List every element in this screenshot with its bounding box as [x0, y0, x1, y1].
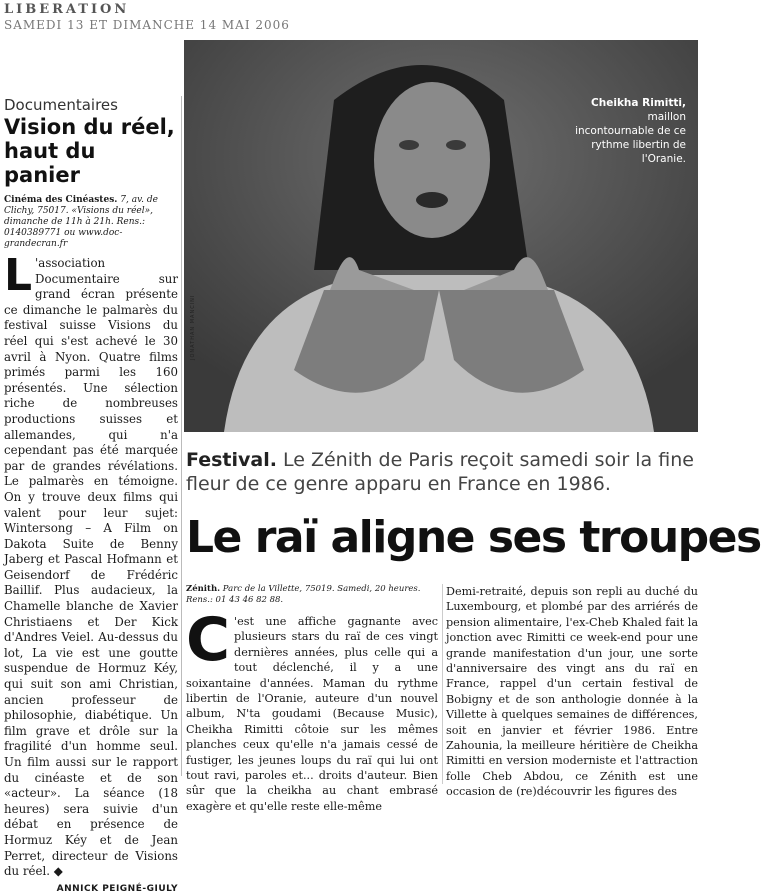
article-dropcap: C: [186, 605, 231, 675]
photo-caption: [566, 96, 686, 166]
sidebar-headline: Vision du réel, haut du panier: [4, 115, 175, 187]
sidebar-dropcap: L: [4, 250, 33, 301]
issue-date: SAMEDI 13 ET DIMANCHE 14 MAI 2006: [4, 18, 290, 32]
article-column-1: [186, 584, 438, 814]
sidebar-info-venue: Cinéma des Cinéastes.: [4, 195, 118, 205]
sidebar-info: [4, 195, 178, 250]
article-col1-text: 'est une affiche gagnante avec plusieurs stars du raï de ces vingt dernières années, plus celle qui a tout déclenché, il y a une soixantaine d'années. Maman du rythme libertin de l'Oranie, auteure d'un nouvel album, N'ta goudami (Because Music), Cheikha Rimitti côtoie sur les mêmes planches ceux qu'elle n'a jamais cessé de fustiger, les jeunes loups du raï qui lui ont tout ravi, paroles et... droits d'auteur. Bien sûr que la cheikha au chant embrasé exagère et qu'elle reste elle-même: [186, 615, 438, 813]
page-header: [4, 2, 290, 32]
article-info: [186, 584, 438, 606]
sidebar-signature: ANNICK PEIGNÉ-GIULY: [56, 883, 178, 894]
sidebar-body-text: 'association Documentaire sur grand écran présente ce dimanche le palmarès du festival suisse Visions du réel qui s'est achevé le 30 avril à Nyon. Quatre films primés parmi les 160 présentés. Une sélection riche de nombreuses productions suisses et allemandes, qui n'a cependant pas été marquée par de grandes révélations. Le palmarès en témoigne. On y trouve deux films qui valent pour leur sujet: Wintersong – A Film on Dakota Suite de Benny Jaberg et Pascal Hofmann et Geisendorf de Frédéric Baillif. Plus audacieux, la Chamelle blanche de Xavier Christiaens et Der Kick d'Andres Veiel. Au-dessus du lot, La vie est une goutte suspendue de Hormuz Kéy, qui suit son ami Christian, ancien professeur de philosophie, diabétique. Un film grave et drôle sur la fragilité d'un homme seul. Un film aussi sur le rapport du cinéaste et de son «acteur». La séance (18 heures) sera suivie d'un débat en présence de Hormuz Kéy et de Jean Perret, directeur de Visions du réel.: [4, 256, 178, 879]
end-mark: ◆: [53, 864, 63, 879]
column-divider-2: [442, 584, 443, 784]
deck-label: Festival.: [186, 449, 277, 471]
article-photo: [184, 40, 698, 432]
deck-text: Le Zénith de Paris reçoit samedi soir la fine fleur de ce genre apparu en France en 1986.: [186, 449, 694, 495]
article-info-details: Parc de la Villette, 75019. Samedi, 20 heures. Rens.: 01 43 46 82 88.: [186, 584, 421, 605]
article-column-2: [446, 584, 698, 800]
sidebar-info-details: 7, av. de Clichy, 75017. «Visions du réel», dimanche de 11h à 21h. Rens.: 0140389771 ou www.doc-grandecran.fr: [4, 195, 158, 249]
article-info-venue: Zénith.: [186, 584, 221, 594]
column-divider: [181, 96, 182, 776]
masthead: LIBERATION: [4, 2, 130, 17]
sidebar-body: [4, 250, 178, 880]
article-body-col1: [186, 605, 438, 814]
article-title: Le raï aligne ses troupes: [186, 512, 761, 563]
photo-credit: JONATHAN MANCINI: [190, 294, 196, 360]
sidebar-article: [4, 96, 178, 894]
article-deck: [186, 448, 698, 496]
article-col2-text: Demi-retraité, depuis son repli au duché du Luxembourg, et plombé par des arriérés de pension alimentaire, l'ex-Cheb Khaled fait la jonction avec Rimitti ce week-end pour une grande manifestation d'un jour, une sorte d'anniversaire des vingt ans du raï en France, rappel d'un certain festival de Bobigny et de son anthologie donnée à la Villette à quelques semaines de différences, soit en janvier et février 1986. Entre Zahounia, la meilleure héritière de Cheikha Rimitti en version moderniste et l'attraction folle Cheb Abdou, ce Zénith est une occasion de (re)découvrir les figures des: [446, 585, 698, 799]
caption-name: Cheikha Rimitti,: [591, 97, 686, 109]
sidebar-kicker: Documentaires: [4, 96, 118, 114]
caption-text: maillon incontournable de ce rythme libertin de l'Oranie.: [575, 111, 686, 165]
